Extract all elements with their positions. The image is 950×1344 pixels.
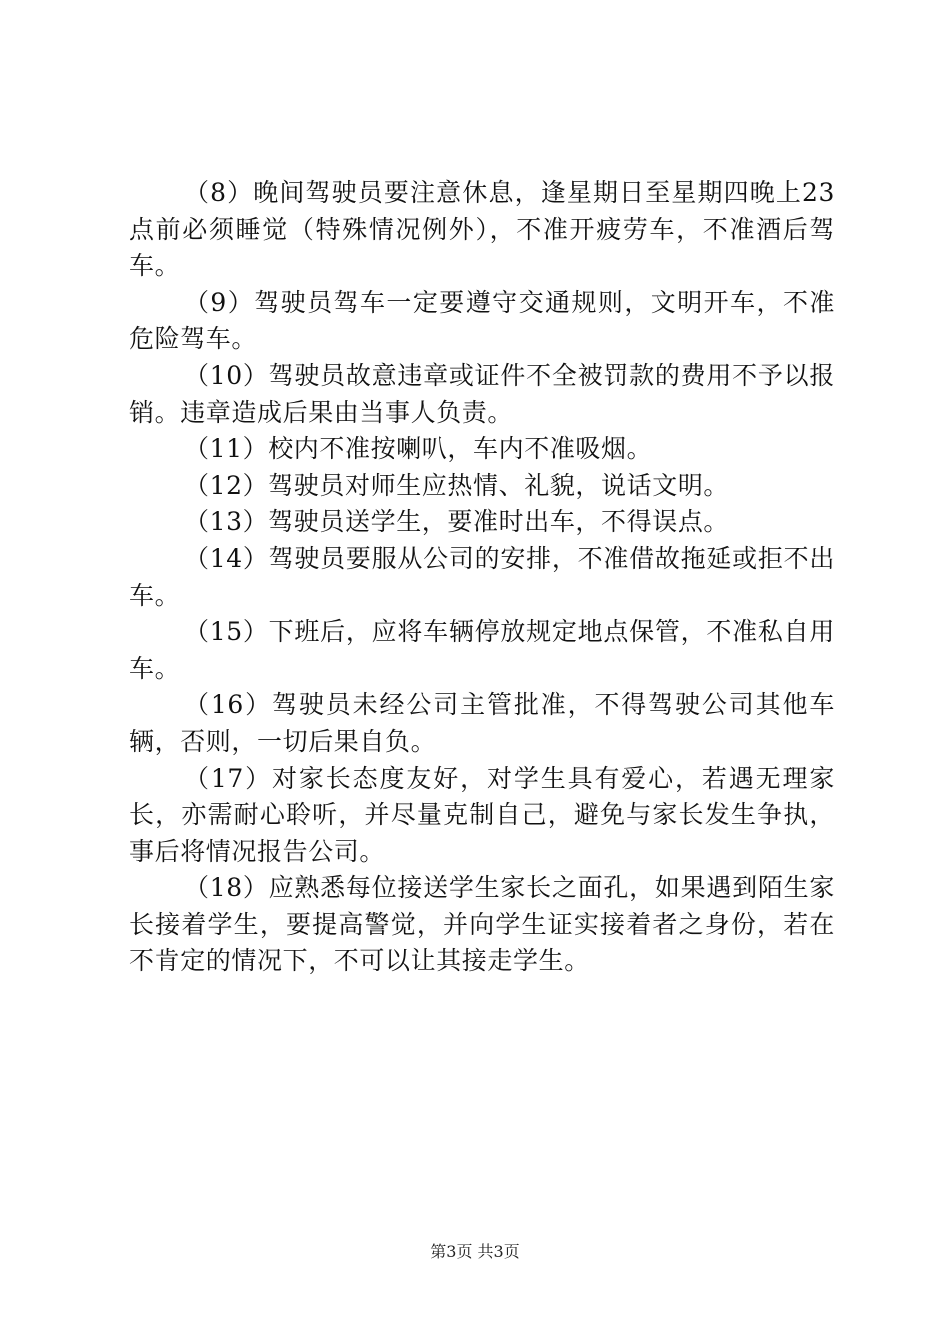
paragraph-rule-8: （8）晚间驾驶员要注意休息，逢星期日至星期四晚上23点前必须睡觉（特殊情况例外），不准开疲劳车，不准酒后驾车。 [129,178,835,281]
page-number-footer: 第3页 共3页 [430,1242,520,1261]
paragraph-rule-16: （16）驾驶员未经公司主管批准，不得驾驶公司其他车辆，否则，一切后果自负。 [129,690,835,756]
paragraph-rule-13: （13）驾驶员送学生，要准时出车，不得误点。 [184,507,730,537]
paragraph-rule-10: （10）驾驶员故意违章或证件不全被罚款的费用不予以报销。违章造成后果由当事人负责。 [129,360,835,427]
paragraph-rule-15: （15）下班后，应将车辆停放规定地点保管，不准私自用车。 [129,617,835,683]
paragraph-rule-11: （11）校内不准按喇叭，车内不准吸烟。 [184,434,653,464]
paragraph-rule-9: （9）驾驶员驾车一定要遵守交通规则，文明开车，不准危险驾车。 [129,287,835,354]
paragraph-rule-18: （18）应熟悉每位接送学生家长之面孔，如果遇到陌生家长接着学生，要提高警觉，并向学生证实接着者之身份，若在不肯定的情况下，不可以让其接走学生。 [129,873,835,976]
document-body [129,175,835,980]
paragraph-rule-17: （17）对家长态度友好，对学生具有爱心，若遇无理家长，亦需耐心聆听，并尽量克制自己，避免与家长发生争执，事后将情况报告公司。 [129,763,835,866]
paragraph-rule-12: （12）驾驶员对师生应热情、礼貌，说话文明。 [184,470,730,500]
paragraph-rule-14: （14）驾驶员要服从公司的安排，不准借故拖延或拒不出车。 [129,543,835,610]
